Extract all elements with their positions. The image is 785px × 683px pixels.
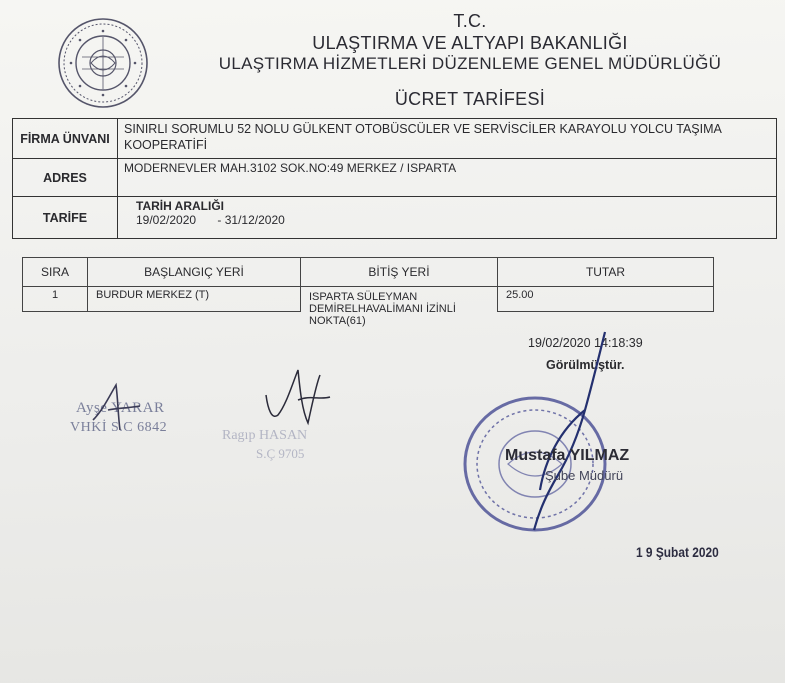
ministry-seal-logo: [57, 17, 149, 109]
address-label: ADRES: [13, 159, 118, 197]
header-tc: T.C.: [453, 11, 487, 31]
cell-end-container: [301, 287, 498, 327]
company-info-table: [12, 118, 777, 239]
date-stamp: 1 9 Şubat 2020: [636, 544, 719, 560]
timestamp: 19/02/2020 14:18:39: [528, 336, 643, 350]
date-end: - 31/12/2020: [217, 213, 285, 227]
middle-signature: [258, 355, 338, 435]
director-title: Şube Müdürü: [545, 468, 624, 483]
left-stamp-name: Ayşe YARAR: [76, 400, 165, 416]
date-start: 19/02/2020: [136, 213, 197, 227]
firm-label: FİRMA ÜNVANI: [13, 119, 118, 159]
date-range-label: TARİH ARALIĞI: [136, 199, 224, 213]
left-stamp-id: VHKİ S.C 6842: [70, 420, 168, 435]
table-row: [23, 287, 714, 312]
director-name: Mustafa YILMAZ: [505, 447, 630, 464]
document-title: ÜCRET TARİFESİ: [394, 89, 546, 109]
col-header-end: BİTİŞ YERİ: [301, 258, 498, 287]
cell-amount: 25.00: [498, 287, 714, 312]
mid-stamp-name: Ragıp HASAN: [222, 428, 308, 443]
col-header-sira: SIRA: [23, 258, 88, 287]
address-value: MODERNEVLER MAH.3102 SOK.NO:49 MERKEZ / ISPARTA: [118, 159, 777, 197]
cell-end: ISPARTA SÜLEYMAN DEMİRELHAVALİMANI İZİNLİ NOKTA(61): [309, 291, 456, 327]
firm-value: SINIRLI SORUMLU 52 NOLU GÜLKENT OTOBÜSCÜLER VE SERVİSCİLER KARAYOLU YOLCU TAŞIMA KOOPERATİFİ: [118, 119, 777, 159]
mid-stamp-id: S.Ç 9705: [256, 446, 305, 461]
tariff-label: TARİFE: [13, 197, 118, 239]
seen-label: Görülmüştür.: [546, 358, 625, 372]
col-header-start: BAŞLANGIÇ YERİ: [88, 258, 301, 287]
cell-sira: 1: [23, 287, 88, 312]
route-table: [22, 257, 714, 327]
left-signature: [88, 380, 158, 435]
director-signature: [500, 330, 630, 540]
header-ministry: ULAŞTIRMA VE ALTYAPI BAKANLIĞI: [312, 33, 628, 53]
tariff-value: [118, 197, 777, 239]
cell-start: BURDUR MERKEZ (T): [88, 287, 301, 312]
date-range: [136, 213, 770, 227]
col-header-amount: TUTAR: [498, 258, 714, 287]
header-directorate: ULAŞTIRMA HİZMETLERİ DÜZENLEME GENEL MÜDÜRLÜĞÜ: [218, 54, 722, 73]
